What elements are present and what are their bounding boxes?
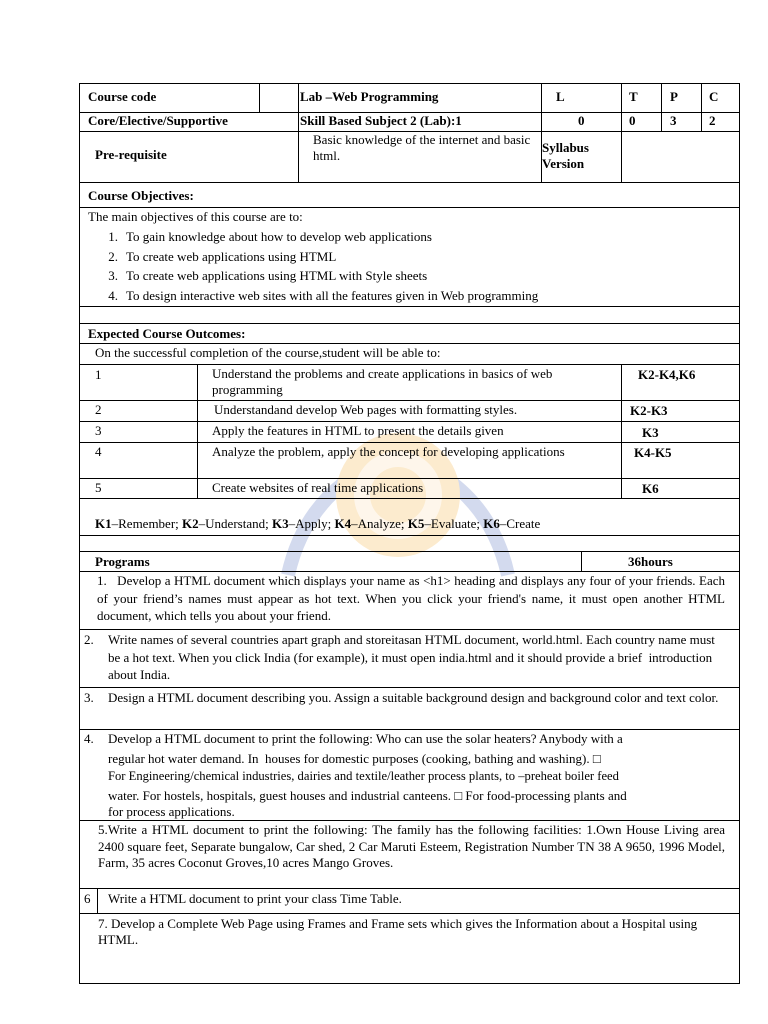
outcome-text: Apply the features in HTML to present the details given [212,423,504,438]
outcome-number: 3 [95,423,102,438]
programs-heading: Programs [95,554,150,569]
prereq-label: Pre-requisite [95,147,167,162]
ltpc-label-t: T [629,89,638,104]
outcome-number: 5 [95,480,102,495]
outcomes-intro: On the successful completion of the course,student will be able to: [95,345,441,360]
outcome-text: Understand the problems and create applications in basics of web programming [212,366,553,397]
program-2: Write names of several countries apart graph and storeitasan HTML document, world.html. Each country name must be a hot text. When you click India (for example), it must open india.html and it should provide a brief introduction about India. [108,632,715,682]
program-4-line: for process applications. [108,804,235,819]
program-4-line: water. For hostels, hospitals, guest houses and industrial canteens. □ For food-processing plants and [108,788,627,803]
course-code-label: Course code [88,89,157,104]
objective-item: 4. To design interactive web sites with all the features given in Web programming [108,287,539,303]
category-label: Core/Elective/Supportive [88,113,228,128]
program-5: 5.Write a HTML document to print the following: The family has the following facilities: 1.Own House Living area 2400 square feet, Separate bungalow, Car shed, 2 Car Maruti Esteem, Registration Number TN 38 A 9650, 1996 Model, Farm, 35 acres Coconut Groves,10 acres Mango Groves. [98,822,725,870]
knowledge-levels-legend: K1–Remember; K2–Understand; K3–Apply; K4–Analyze; K5–Evaluate; K6–Create [95,516,541,531]
ltpc-label-p: P [670,89,678,104]
objective-item: 1. To gain knowledge about how to develop web applications [108,229,432,244]
outcome-text: Understandand develop Web pages with formatting styles. [214,402,518,417]
program-6: Write a HTML document to print your class Time Table. [108,891,402,906]
program-3: Design a HTML document describing you. Assign a suitable background design and background color and text color. [108,690,719,705]
program-number: 6 [84,891,91,906]
ltpc-value-c: 2 [709,113,716,128]
outcome-level: K2-K4,K6 [638,367,696,382]
program-1: 1. Develop a HTML document which displays your name as <h1> heading and displays any four of your friends. Each of your friend’s names must appear as hot text. When you click your friend's name, it must open another HTML document, which tells you about your friend. [97,573,725,623]
outcome-number: 4 [95,444,102,459]
ltpc-label-c: C [709,89,719,104]
outcome-number: 1 [95,367,102,382]
outcome-level: K2-K3 [630,403,668,418]
outcome-level: K3 [642,425,659,440]
program-number: 4. [84,731,94,746]
program-4-line: For Engineering/chemical industries, dairies and textile/leather process plants, to –preheat boiler feed [108,769,619,783]
outcome-level: K4-K5 [634,445,672,460]
ltpc-value-p: 3 [670,113,677,128]
objective-item: 3. To create web applications using HTML with Style sheets [108,268,428,283]
ltpc-label-l: L [556,89,565,104]
syllabus-version-label: Syllabus Version [542,140,589,171]
ltpc-value-t: 0 [629,113,636,128]
prereq-value: Basic knowledge of the internet and basic html. [313,132,531,163]
objectives-heading: Course Objectives: [88,188,194,203]
program-4-line: regular hot water demand. In houses for domestic purposes (cooking, bathing and washing). □ [108,751,601,766]
objective-item: 2. To create web applications using HTML [108,248,337,264]
outcome-level: K6 [642,481,659,496]
programs-hours: 36hours [628,554,673,569]
objectives-intro: The main objectives of this course are to: [88,209,303,224]
program-number: 2. [84,632,94,647]
program-number: 3. [84,690,94,705]
program-4-line: Develop a HTML document to print the following: Who can use the solar heaters? Anybody with a [108,731,623,746]
objectives-list [96,227,538,305]
outcome-text: Create websites of real time applications [212,480,424,495]
category-value: Skill Based Subject 2 (Lab):1 [300,113,462,128]
course-title: Lab –Web Programming [300,89,439,104]
ltpc-value-l: 0 [578,113,585,128]
outcome-text: Analyze the problem, apply the concept for developing applications [212,444,565,459]
program-7: 7. Develop a Complete Web Page using Frames and Frame sets which gives the Information about a Hospital using HTML. [98,916,698,947]
outcome-number: 2 [95,402,102,417]
outcomes-heading: Expected Course Outcomes: [88,326,246,341]
